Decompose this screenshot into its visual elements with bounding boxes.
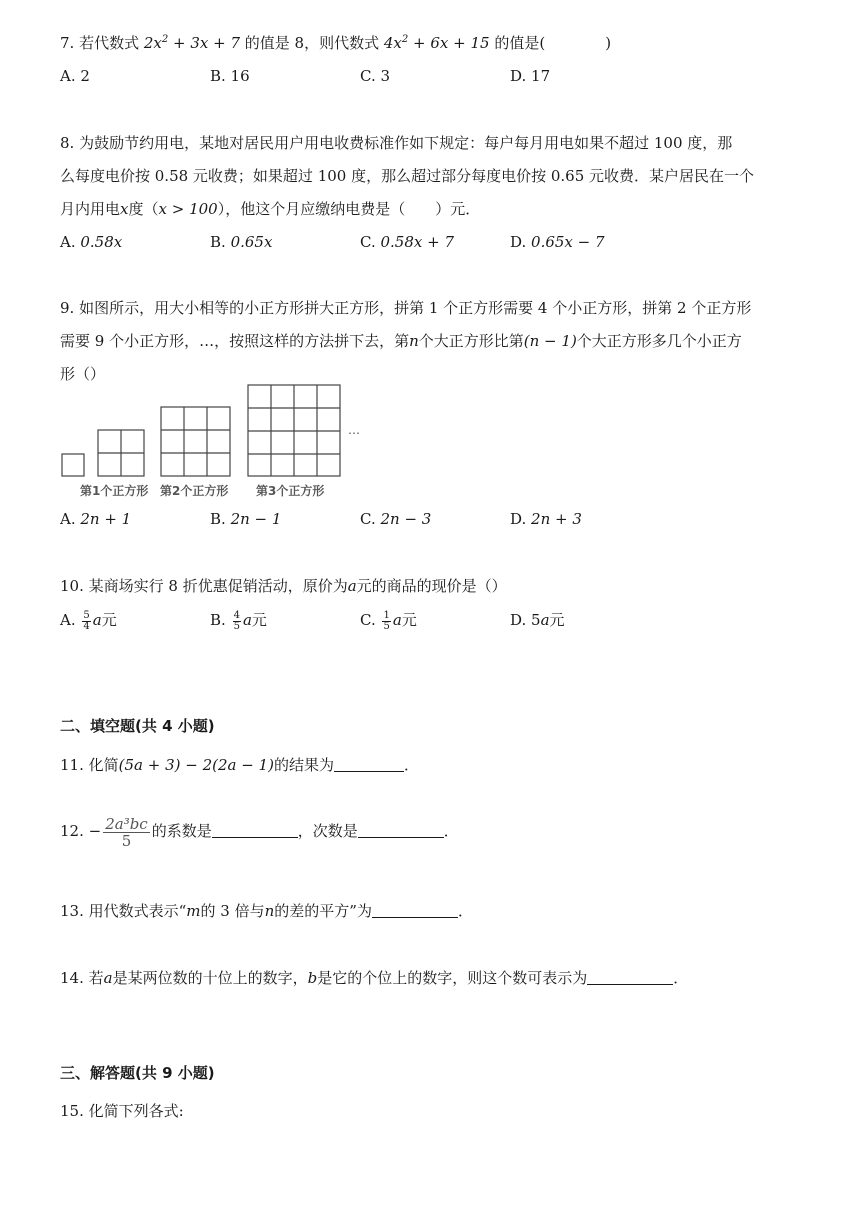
option-expr: 0.58x + 7 xyxy=(380,233,454,251)
question-11-stem xyxy=(60,755,419,775)
option-label: C. xyxy=(360,510,381,528)
fraction-numerator: 4 xyxy=(233,609,240,621)
q10-option-a[interactable] xyxy=(60,608,117,632)
figure-label-1: 第1个正方形 xyxy=(80,484,149,498)
figure-square-2x2 xyxy=(98,430,144,476)
fraction-numerator: 1 xyxy=(383,609,390,621)
option-var: a xyxy=(540,611,550,629)
option-label: D. xyxy=(510,510,532,528)
q7-option-d[interactable]: D. 17 xyxy=(510,67,551,85)
option-expr: 2n + 3 xyxy=(531,510,582,528)
q10-option-c[interactable] xyxy=(360,608,417,632)
q8-line3-post: ），他这个月应缴纳电费是（ ）元． xyxy=(217,200,481,218)
q13-stem-post: 的差的平方”为 xyxy=(274,902,372,920)
option-label: D. xyxy=(510,611,532,629)
q12-coefficient-blank[interactable] xyxy=(212,821,298,838)
option-expr: 0.65x xyxy=(230,233,273,251)
option-label: C. xyxy=(360,611,381,629)
q8-option-b[interactable] xyxy=(210,232,272,252)
question-7-stem xyxy=(60,33,611,53)
option-label: A. xyxy=(60,510,81,528)
option-label: A. xyxy=(60,233,81,251)
q13-answer-blank[interactable] xyxy=(372,901,458,918)
question-8-line-1: 8. 为鼓励节约用电，某地对居民用户用电收费标准作如下规定：每户每月用电如果不超过 100 度，那 xyxy=(60,134,733,152)
figure-label-2: 第2个正方形 xyxy=(160,484,229,498)
option-unit: 元 xyxy=(251,611,267,629)
option-label: B. xyxy=(210,233,231,251)
q11-stem-post: 的结果为 xyxy=(273,756,334,774)
q10-option-d[interactable] xyxy=(510,610,565,630)
section-2-heading: 二、填空题(共 4 小题) xyxy=(60,717,215,735)
q14-stem-post: 是它的个位上的数字，则这个数可表示为 xyxy=(317,969,588,987)
q7-expr1: $2x^2 + 3x + 7$ xyxy=(143,34,241,52)
q9-option-a[interactable] xyxy=(60,509,131,529)
q10-stem-post: 元的商品的现价是（） xyxy=(356,577,507,595)
question-9-line-1: 9. 如图所示，用大小相等的小正方形拼大正方形，拼第 1 个正方形需要 4 个小正方形，拼第 2 个正方形 xyxy=(60,299,752,317)
q9-option-c[interactable] xyxy=(360,509,431,529)
q7-option-a[interactable]: A. 2 xyxy=(60,67,90,85)
q9-line2-post: 个大正方形多几个小正方 xyxy=(576,332,742,350)
q7-text-pre: 7. 若代数式 xyxy=(60,34,144,52)
q9-line2-mid: 个大正方形比第 xyxy=(418,332,524,350)
q10-option-b[interactable] xyxy=(210,608,267,632)
option-unit: 元 xyxy=(549,611,565,629)
question-10-stem xyxy=(60,576,507,596)
option-coef: 5 xyxy=(531,611,541,629)
option-label: D. xyxy=(510,233,532,251)
figure-label-3: 第3个正方形 xyxy=(256,484,325,498)
option-label: B. xyxy=(210,611,231,629)
q9-line2-pre: 需要 9 个小正方形，…，按照这样的方法拼下去，第 xyxy=(60,332,410,350)
option-var: a xyxy=(242,611,252,629)
q8-var-x: x xyxy=(120,200,129,218)
fraction xyxy=(82,611,90,632)
q14-stem-mid: 是某两位数的十位上的数字， xyxy=(112,969,308,987)
q13-var-m: m xyxy=(186,902,201,920)
fraction-denominator: 4 xyxy=(83,620,90,632)
q14-end: ． xyxy=(673,969,689,987)
option-label: C. xyxy=(360,233,381,251)
q12-mid1: 的系数是 xyxy=(151,822,212,840)
q11-answer-blank[interactable] xyxy=(334,755,404,772)
q12-fraction xyxy=(103,816,150,849)
q11-stem-pre: 11. 化简 xyxy=(60,756,119,774)
q12-mid2: ，次数是 xyxy=(297,822,358,840)
question-13-stem xyxy=(60,901,473,921)
option-expr: 0.65x − 7 xyxy=(531,233,605,251)
q8-line3-pre: 月内用电 xyxy=(60,200,121,218)
fraction-denominator: 5 xyxy=(233,620,240,632)
option-expr: 2n − 3 xyxy=(380,510,432,528)
option-unit: 元 xyxy=(101,611,117,629)
q7-expr1-base: 2x xyxy=(143,34,162,52)
q7-expr2: $4x^2 + 6x + 15$ xyxy=(383,34,490,52)
section-3-heading: 三、解答题(共 9 小题) xyxy=(60,1064,215,1082)
q9-option-b[interactable] xyxy=(210,509,281,529)
q14-var-a: a xyxy=(103,969,113,987)
question-12-stem xyxy=(60,814,459,849)
q9-expr: (n − 1) xyxy=(523,332,577,350)
q10-stem-pre: 10. 某商场实行 8 折优惠促销活动，原价为 xyxy=(60,577,348,595)
q7-expr2-rest: + 6x + 15 xyxy=(408,34,490,52)
figure-ellipsis: … xyxy=(348,423,360,437)
option-label: B. xyxy=(210,510,231,528)
q14-stem-pre: 14. 若 xyxy=(60,969,104,987)
q7-option-c[interactable]: C. 3 xyxy=(360,67,391,85)
q7-text-post: 的值是( ) xyxy=(489,34,612,52)
q8-option-c[interactable] xyxy=(360,232,454,252)
q13-stem-pre: 13. 用代数式表示“ xyxy=(60,902,187,920)
q7-text-mid: 的值是 8，则代数式 xyxy=(240,34,384,52)
q8-condition: x > 100 xyxy=(158,200,218,218)
q7-expr2-base: 4x xyxy=(383,34,402,52)
fraction-denominator: 5 xyxy=(383,620,390,632)
fraction-numerator: 5 xyxy=(83,609,90,621)
option-var: a xyxy=(392,611,402,629)
q14-answer-blank[interactable] xyxy=(587,968,673,985)
q13-stem-mid: 的 3 倍与 xyxy=(200,902,265,920)
q11-end: ． xyxy=(403,756,419,774)
q14-var-b: b xyxy=(307,969,318,987)
question-8-line-3 xyxy=(60,199,480,219)
q9-var-n: n xyxy=(409,332,419,350)
q12-fraction-denominator: 5 xyxy=(121,831,132,850)
q12-prefix: 12. − xyxy=(60,822,102,840)
option-var: a xyxy=(92,611,102,629)
q8-option-a[interactable] xyxy=(60,232,122,252)
q7-expr1-rest: + 3x + 7 xyxy=(168,34,241,52)
question-15-stem: 15. 化简下列各式: xyxy=(60,1102,184,1120)
q12-degree-blank[interactable] xyxy=(358,821,444,838)
fraction xyxy=(382,611,390,632)
q13-var-n: n xyxy=(264,902,275,920)
figure-square-3x3 xyxy=(161,407,230,476)
q8-option-d[interactable] xyxy=(510,232,605,252)
option-unit: 元 xyxy=(401,611,417,629)
q12-end: ． xyxy=(443,822,459,840)
question-9-line-2 xyxy=(60,331,742,351)
q13-end: ． xyxy=(457,902,473,920)
question-14-stem xyxy=(60,968,688,988)
figure-square-1x1 xyxy=(62,454,84,476)
option-expr: 2n + 1 xyxy=(80,510,132,528)
option-expr: 0.58x xyxy=(80,233,123,251)
q12-fraction-numerator: 2a³bc xyxy=(105,814,148,833)
q11-expr: (5a + 3) − 2(2a − 1) xyxy=(118,756,274,774)
fraction xyxy=(233,611,241,632)
question-9-line-3: 形（） xyxy=(60,365,106,383)
figure-square-4x4 xyxy=(248,385,340,476)
question-8-line-2: 么每度电价按 0.58 元收费；如果超过 100 度，那么超过部分每度电价按 0.65 元收费．某户居民在一个 xyxy=(60,167,755,185)
option-expr: 2n − 1 xyxy=(230,510,282,528)
q8-line3-mid: 度（ xyxy=(128,200,159,218)
q9-option-d[interactable] xyxy=(510,509,582,529)
q10-var-a: a xyxy=(347,577,357,595)
option-label: A. xyxy=(60,611,81,629)
square-pattern-figure xyxy=(60,382,380,502)
q7-option-b[interactable]: B. 16 xyxy=(210,67,250,85)
